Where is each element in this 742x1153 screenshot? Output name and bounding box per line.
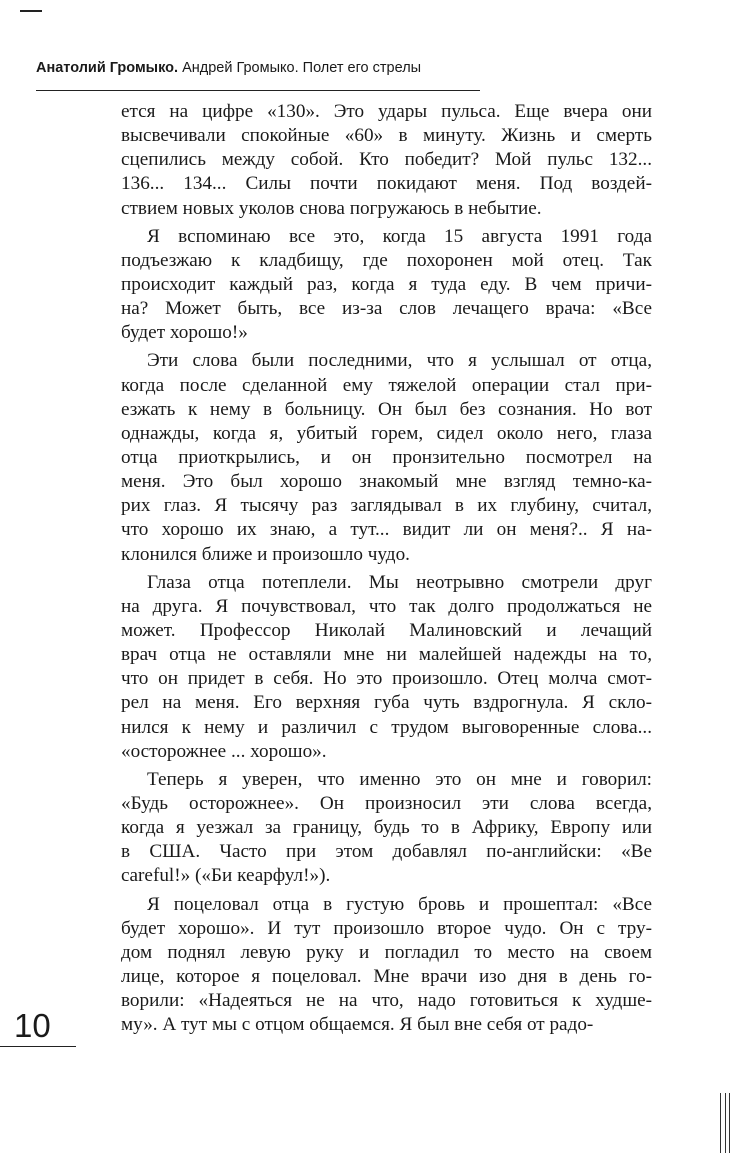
header-book-title: Андрей Громыко. Полет его стрелы bbox=[182, 60, 422, 76]
text-line: меня. Это был хорошо знакомый мне взгляд темно-ка- bbox=[121, 471, 652, 493]
text-line: Я вспоминаю все это, когда 15 августа 1991 года bbox=[147, 225, 652, 247]
text-line: высвечивали спокойные «60» в минуту. Жизнь и смерть bbox=[121, 125, 652, 147]
page-number-rule bbox=[0, 1046, 76, 1047]
text-line: врач отца не оставляли мне ни малейшей надежды на то, bbox=[121, 644, 652, 666]
body-text bbox=[121, 100, 652, 1037]
text-line: Эти слова были последними, что я услышал от отца, bbox=[147, 350, 652, 372]
text-line: Теперь я уверен, что именно это он мне и говорил: bbox=[147, 768, 652, 790]
text-line: ствием новых уколов снова погружаюсь в небытие. bbox=[121, 197, 542, 219]
running-header bbox=[36, 60, 691, 76]
text-line: когда после сделанной ему тяжелой операции стал при- bbox=[121, 374, 652, 396]
text-line: 136... 134... Силы почти покидают меня. Под воздей- bbox=[121, 173, 652, 195]
text-line: однажды, когда я, убитый горем, сидел около него, глаза bbox=[121, 422, 652, 444]
paragraph bbox=[121, 100, 652, 221]
text-line: езжать к нему в больницу. Он был без сознания. Но вот bbox=[121, 398, 652, 420]
text-line: му». А тут мы с отцом общаемся. Я был вне себя от радо- bbox=[121, 1014, 594, 1036]
paragraph bbox=[121, 225, 652, 346]
text-line: рел на меня. Его верхняя губа чуть вздрогнула. Я скло- bbox=[121, 692, 652, 714]
text-line: на? Может быть, все из-за слов лечащего врача: «Все bbox=[121, 298, 652, 320]
text-line: происходит каждый раз, когда я туда еду. В чем причи- bbox=[121, 273, 652, 295]
paragraph bbox=[121, 768, 652, 889]
text-line: Я поцеловал отца в густую бровь и прошептал: «Все bbox=[147, 893, 652, 915]
text-line: что он придет в себя. Но это произошло. Отец молча смот- bbox=[121, 668, 652, 690]
text-line: дом поднял левую руку и погладил то место на своем bbox=[121, 941, 652, 963]
text-line: ворили: «Надеяться не на что, надо готовиться к худше- bbox=[121, 990, 652, 1012]
text-line: «осторожнее ... хорошо». bbox=[121, 740, 327, 762]
page-number: 10 bbox=[14, 1007, 51, 1044]
scan-edge-marks bbox=[718, 1093, 732, 1153]
text-line: Глаза отца потеплели. Мы неотрывно смотрели друг bbox=[147, 571, 652, 593]
text-line: будет хорошо». И тут произошло второе чудо. Он с тру- bbox=[121, 917, 652, 939]
text-line: «Будь осторожнее». Он произносил эти слова всегда, bbox=[121, 792, 652, 814]
header-author: Анатолий Громыко. bbox=[36, 60, 179, 76]
text-line: клонился ближе и произошло чудо. bbox=[121, 543, 410, 565]
text-line: сцепились между собой. Кто победит? Мой пульс 132... bbox=[121, 149, 652, 171]
text-line: на друга. Я почувствовал, что так долго продолжаться не bbox=[121, 595, 652, 617]
text-line: рих глаз. Я тысячу раз заглядывал в их глубину, считал, bbox=[121, 495, 652, 517]
text-line: нился к нему и различил с трудом выговоренные слова... bbox=[121, 716, 652, 738]
text-line: что хорошо их знаю, а тут... видит ли он меня?.. Я на- bbox=[121, 519, 652, 541]
crop-corner-mark bbox=[20, 0, 42, 12]
paragraph bbox=[121, 571, 652, 764]
text-line: может. Профессор Николай Малиновский и лечащий bbox=[121, 619, 652, 641]
text-line: careful!» («Би кеарфул!»). bbox=[121, 865, 331, 887]
text-line: в США. Часто при этом добавлял по-английски: «Be bbox=[121, 841, 652, 863]
paragraph bbox=[121, 893, 652, 1038]
text-line: подъезжаю к кладбищу, где похоронен мой отец. Так bbox=[121, 249, 652, 271]
text-line: отца приоткрылись, и он пронзительно посмотрел на bbox=[121, 446, 652, 468]
paragraph bbox=[121, 349, 652, 566]
header-rule bbox=[36, 90, 480, 91]
text-line: когда я уезжал за границу, будь то в Африку, Европу или bbox=[121, 817, 652, 839]
text-line: будет хорошо!» bbox=[121, 322, 248, 344]
text-line: ется на цифре «130». Это удары пульса. Еще вчера они bbox=[121, 101, 652, 122]
text-line: лице, которое я поцеловал. Мне врачи изо дня в день го- bbox=[121, 965, 652, 987]
